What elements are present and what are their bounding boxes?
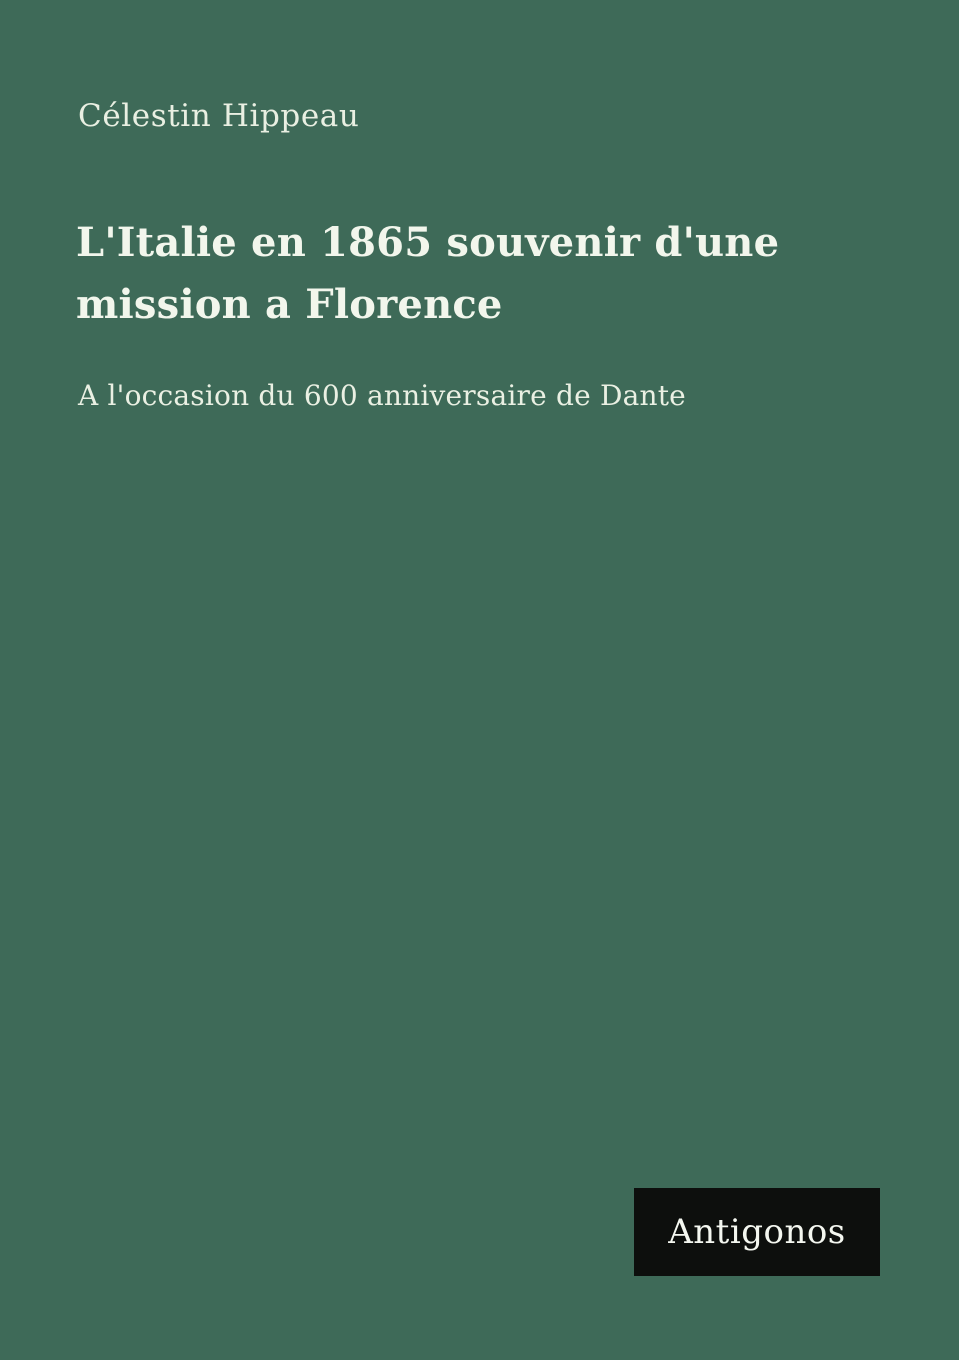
book-title: L'Italie en 1865 souvenir d'une mission a Florence xyxy=(76,219,780,328)
book-subtitle: A l'occasion du 600 anniversaire de Dante xyxy=(78,379,686,412)
publisher-name: Antigonos xyxy=(668,1212,846,1252)
author-name: Célestin Hippeau xyxy=(78,98,360,134)
publisher-badge xyxy=(634,1188,880,1276)
